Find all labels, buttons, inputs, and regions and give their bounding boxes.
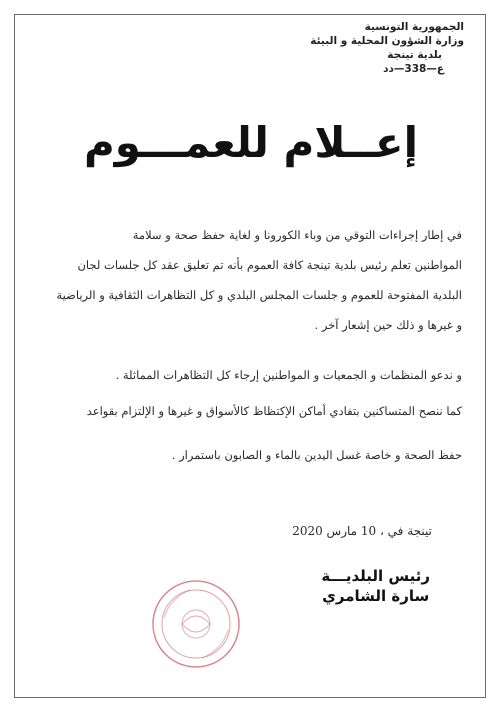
reference-number: ع—338—دد (383, 63, 444, 75)
body-line-4: و غيرها و ذلك حين إشعار آخر . (314, 318, 462, 332)
letterhead (244, 20, 464, 76)
signatory-name: سارة الشامري (322, 587, 430, 605)
page-title: إعــلام للعمـــوم (83, 118, 419, 167)
date-line: تينجة في ، 10 مارس 2020 (292, 524, 432, 538)
signature-block (321, 566, 430, 606)
body-line-6: كما ننصح المتساكنين بتفادي أماكن الإكتظاظ كالأسواق و غيرها و الإلتزام بقواعد (86, 404, 462, 418)
ministry-name: وزارة الشؤون المحلية و البيئة (310, 35, 464, 47)
body-line-7: حفظ الصحة و خاصة غسل اليدين بالماء و الصابون باستمرار . (171, 448, 462, 462)
body-line-5: و ندعو المنظمات و الجمعيات و المواطنين إرجاء كل التظاهرات المماثلة . (115, 368, 462, 382)
body-line-2: المواطنين تعلم رئيس بلدية تينجة كافة العموم بأنه تم تعليق عقد كل جلسات لجان (77, 258, 462, 272)
municipality-name: بلدية تينجة (387, 49, 442, 61)
body-line-1: في إطار إجراءات التوقي من وباء الكورونا و لغاية حفظ صحة و سلامة (132, 228, 462, 242)
body-line-3: البلدية المفتوحة للعموم و جلسات المجلس البلدي و كل التظاهرات الثقافية و الرياضية (56, 288, 462, 302)
republic-name: الجمهورية التونسية (364, 21, 464, 33)
official-stamp (150, 578, 242, 674)
signatory-role: رئيس البلديـــة (321, 567, 430, 585)
